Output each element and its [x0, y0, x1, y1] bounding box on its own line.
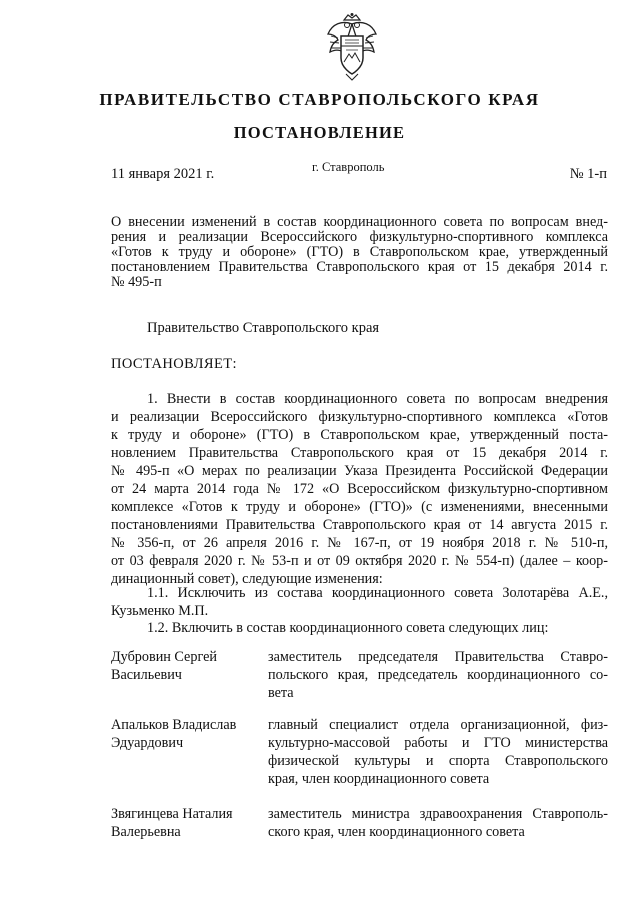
- paragraph-line: от 03 февраля 2020 г. № 53-п и от 09 октября 2020 г. № 554-п) (далее – коор-: [111, 553, 608, 569]
- paragraph-line: динационный совет), следующие изменения:: [111, 571, 383, 587]
- member-role: главный специалист отдела организационной, физ- культурно-массовой работы и ГТО министерства физической культуры и спорта Ставропольского края, член координационного совета: [268, 717, 608, 787]
- subject-line: рения и реализации Всероссийского физкультурно-спортивного комплекса: [111, 229, 608, 245]
- document-type: ПОСТАНОВЛЕНИЕ: [233, 123, 406, 142]
- paragraph-line: и реализации Всероссийского физкультурно-спортивного комплекса «Готов: [111, 409, 608, 425]
- member-role: заместитель председателя Правительства Ставро- польского края, председатель координационного со- вета: [268, 649, 608, 701]
- paragraph-1-2: [111, 619, 608, 637]
- member-name: Апальков Владислав Эдуардович: [111, 717, 237, 751]
- subject-line: постановлением Правительства Ставропольского края от 15 декабря 2014 г.: [111, 259, 608, 275]
- paragraph-line: 1. Внести в состав координационного совета по вопросам внедрения: [147, 391, 608, 407]
- document-city: г. Ставрополь: [312, 160, 385, 174]
- paragraph-line: № 356-п, от 26 апреля 2016 г. № 167-п, от 19 ноября 2018 г. № 510-п,: [111, 535, 608, 551]
- member-name: Звягинцева Наталия Валерьевна: [111, 806, 233, 840]
- subject-line: О внесении изменений в состав координационного совета по вопросам внед-: [111, 214, 608, 230]
- document-number: № 1-п: [569, 166, 607, 182]
- paragraph-line: комплексе «Готов к труду и обороне» (ГТО)» (с изменениями, внесенными: [111, 499, 608, 515]
- paragraph-line: новлением Правительства Ставропольского края от 15 декабря 2014 г.: [111, 445, 608, 461]
- paragraph-1: [111, 390, 608, 588]
- decree-word: ПОСТАНОВЛЯЕТ:: [111, 356, 237, 372]
- paragraph-line: к труду и обороне» (ГТО) в Ставропольском крае, утвержденный поста-: [111, 427, 608, 443]
- issuing-authority: Правительство Ставропольского края: [147, 320, 380, 336]
- paragraph-line: постановлениями Правительства Ставропольского края от 14 августа 2015 г.: [111, 517, 608, 533]
- subject-line: «Готов к труду и обороне» (ГТО) в Ставропольском крае, утвержденный: [111, 244, 608, 260]
- member-role: заместитель министра здравоохранения Ставрополь- ского края, член координационного совета: [268, 806, 608, 840]
- coat-of-arms-emblem: [322, 12, 382, 82]
- document-subject: [111, 215, 608, 290]
- subject-line: № 495-п: [111, 274, 162, 290]
- paragraph-line: Кузьменко М.П.: [111, 603, 209, 619]
- member-name: Дубровин Сергей Васильевич: [111, 649, 217, 683]
- paragraph-line: № 495-п «О мерах по реализации Указа Президента Российской Федерации: [111, 463, 608, 479]
- document-date: 11 января 2021 г.: [111, 166, 215, 182]
- paragraph-line: 1.2. Включить в состав координационного совета следующих лиц:: [147, 620, 549, 636]
- paragraph-1-1: [111, 584, 608, 620]
- paragraph-line: 1.1. Исключить из состава координационного совета Золотарёва А.Е.,: [147, 585, 608, 601]
- paragraph-line: от 24 марта 2014 года № 172 «О Всероссийском физкультурно-спортивном: [111, 481, 608, 497]
- government-title: ПРАВИТЕЛЬСТВО СТАВРОПОЛЬСКОГО КРАЯ: [99, 90, 540, 109]
